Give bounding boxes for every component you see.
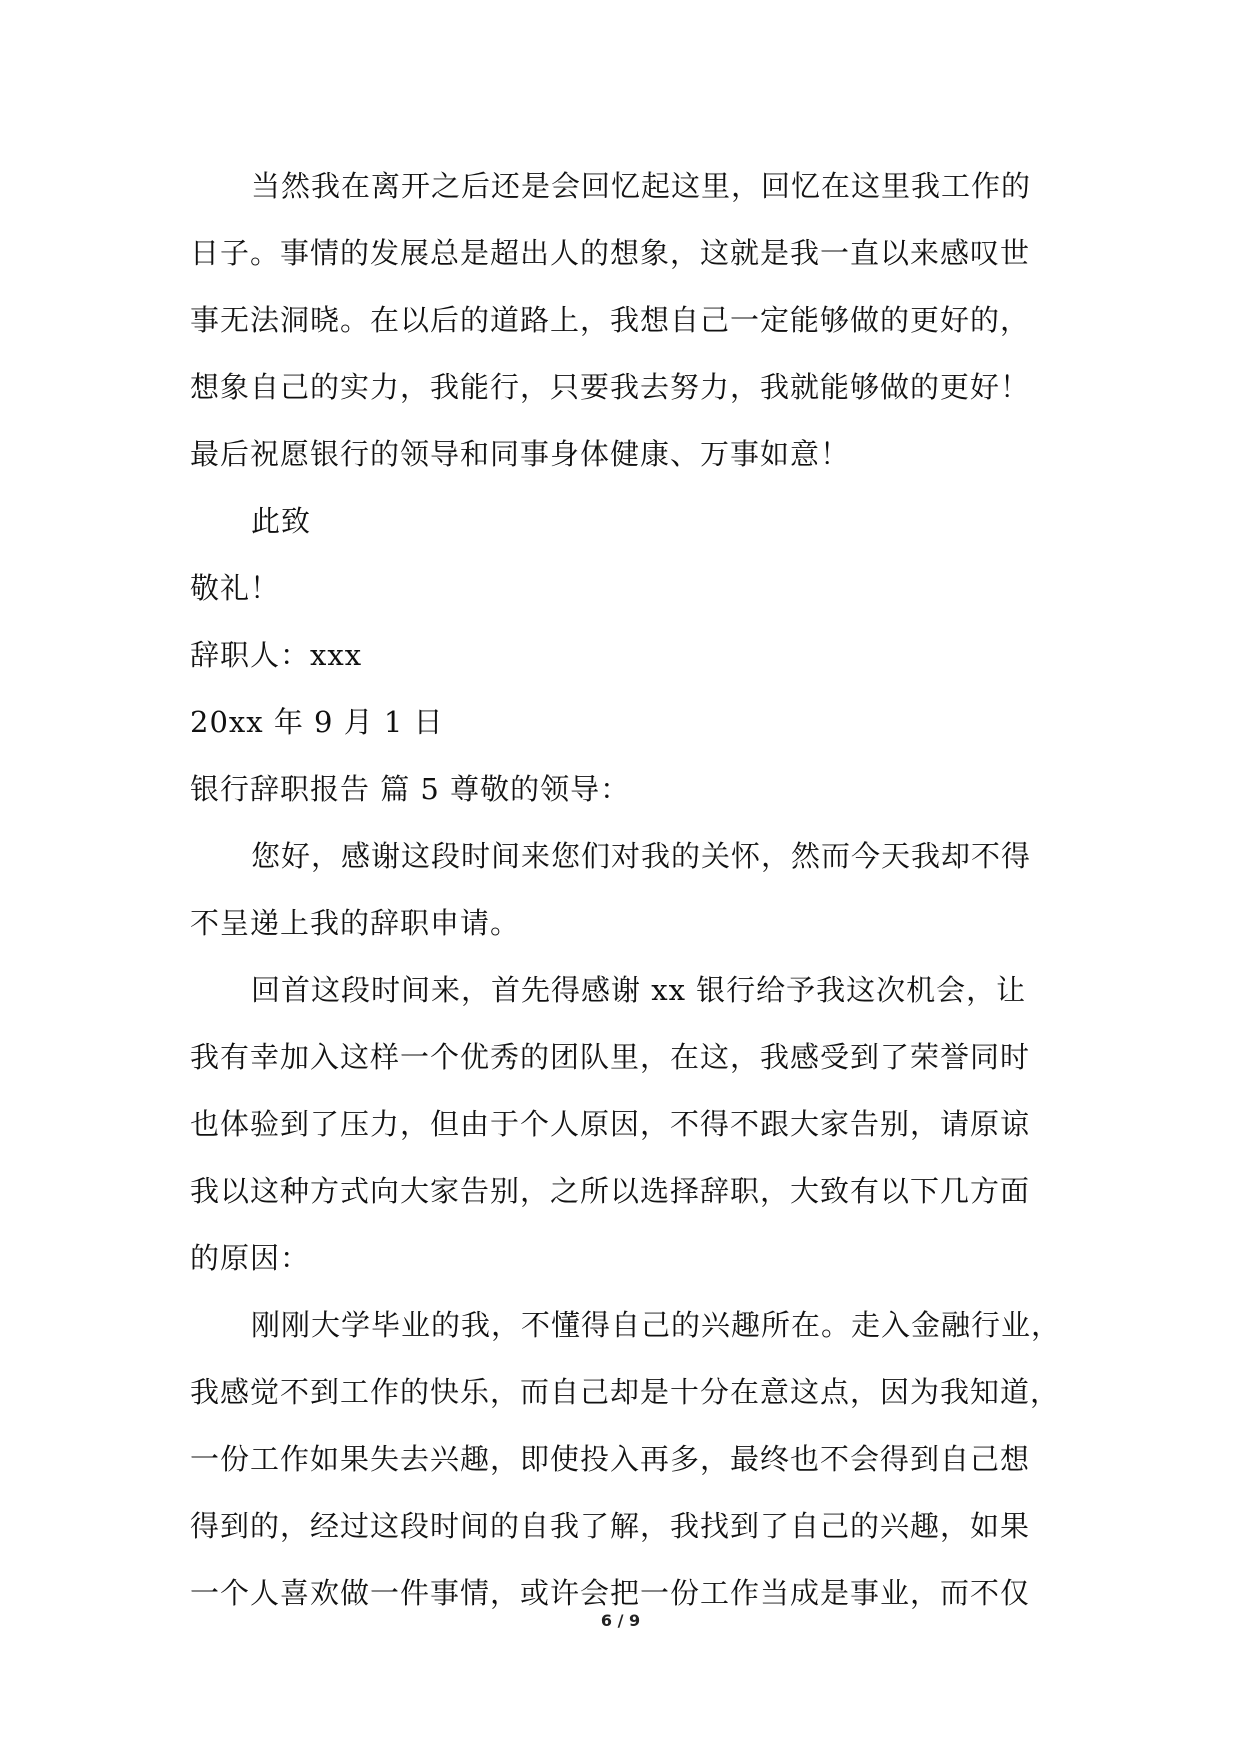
paragraph-line: 一个人喜欢做一件事情，或许会把一份工作当成是事业，而不仅	[190, 1576, 1031, 1610]
paragraph-line: 我感觉不到工作的快乐，而自己却是十分在意这点，因为我知道，	[190, 1375, 1061, 1409]
page-number: 6 / 9	[600, 1611, 641, 1630]
paragraph-line: 不呈递上我的辞职申请。	[190, 906, 521, 940]
section-heading: 银行辞职报告 篇 5 尊敬的领导：	[190, 772, 631, 806]
paragraph-line: 的原因：	[190, 1241, 311, 1275]
signature-line: 辞职人：xxx	[190, 638, 363, 672]
closing-salutation: 此致	[251, 504, 312, 538]
date-line: 20xx 年 9 月 1 日	[190, 705, 444, 739]
paragraph-line: 我有幸加入这样一个优秀的团队里，在这，我感受到了荣誉同时	[190, 1040, 1031, 1074]
paragraph-line: 刚刚大学毕业的我，不懂得自己的兴趣所在。走入金融行业，	[251, 1308, 1062, 1342]
closing-regards: 敬礼！	[190, 571, 281, 605]
paragraph-line: 得到的，经过这段时间的自我了解，我找到了自己的兴趣，如果	[190, 1509, 1031, 1543]
paragraph-line: 日子。事情的发展总是超出人的想象，这就是我一直以来感叹世	[190, 236, 1031, 270]
paragraph-line: 最后祝愿银行的领导和同事身体健康、万事如意！	[190, 437, 851, 471]
paragraph-line: 想象自己的实力，我能行，只要我去努力，我就能够做的更好！	[190, 370, 1031, 404]
paragraph-line: 回首这段时间来，首先得感谢 xx 银行给予我这次机会，让	[251, 973, 1027, 1007]
document-body	[190, 153, 1062, 1627]
paragraph-line: 事无法洞晓。在以后的道路上，我想自己一定能够做的更好的，	[190, 303, 1031, 337]
paragraph-line: 当然我在离开之后还是会回忆起这里，回忆在这里我工作的	[251, 169, 1032, 203]
paragraph-line: 一份工作如果失去兴趣，即使投入再多，最终也不会得到自己想	[190, 1442, 1031, 1476]
paragraph-line: 也体验到了压力，但由于个人原因，不得不跟大家告别，请原谅	[190, 1107, 1031, 1141]
paragraph-line: 我以这种方式向大家告别，之所以选择辞职，大致有以下几方面	[190, 1174, 1031, 1208]
paragraph-line: 您好，感谢这段时间来您们对我的关怀，然而今天我却不得	[251, 839, 1032, 873]
